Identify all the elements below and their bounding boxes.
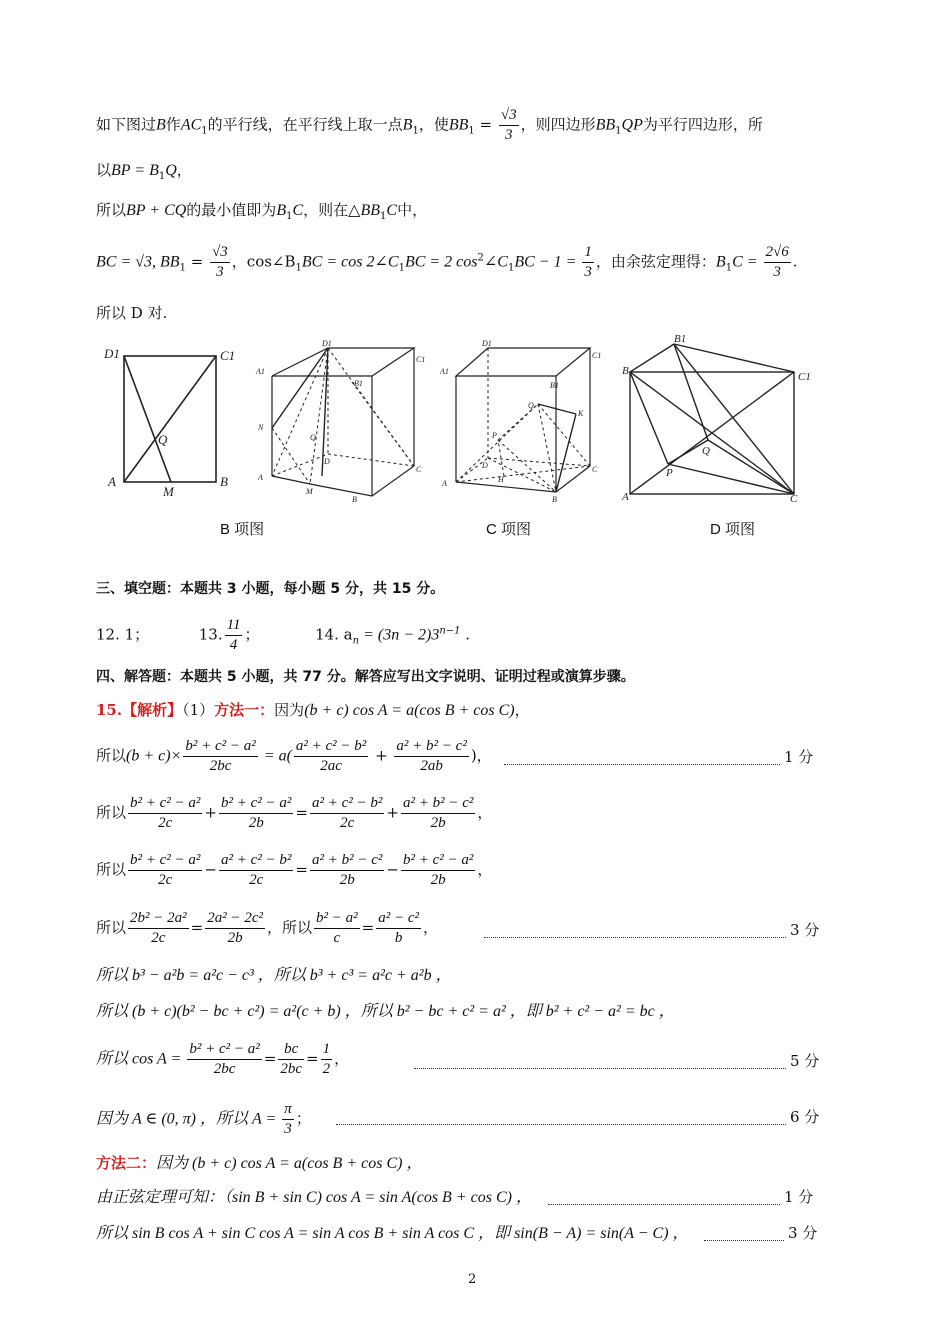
fraction: $\frac{√3}{3}$ xyxy=(500,107,517,143)
label: C xyxy=(592,465,598,474)
label: B1 xyxy=(354,379,363,388)
dot-leader xyxy=(484,937,786,938)
dot-leader xyxy=(336,1124,786,1125)
label: P xyxy=(666,467,673,479)
d-line-1: 如下图过B作$AC_1$的平行线，在平行线上取一点$B_1$，使$BB_1$ = $\frac{√3}{3}$ ，则四边形$BB_1QP$为平行四边形，所 xyxy=(96,107,763,143)
label: P xyxy=(492,431,497,440)
caption-b: B 项图 xyxy=(220,521,265,538)
label: A xyxy=(442,479,447,488)
label: M xyxy=(306,487,313,496)
fraction: $\frac{\text{a² − c²}}{b}$ xyxy=(378,910,419,946)
label: C1 xyxy=(220,348,236,363)
dot-leader xyxy=(504,764,780,765)
fraction: $\frac{\text{2b² − 2a²}}{2c}$ xyxy=(130,910,187,946)
step-3: 所以 $\frac{\text{b² + c² − a²}}{2c}$ − $\frac{\text{a² + c² − b²}}{2c}$ = $\frac{\text{a² + b² − c²}}{2b}$ − $\frac{\text{b² + c² − a²}}{2b}$ ， xyxy=(96,852,493,888)
fraction: $\frac{√3}{3}$ xyxy=(212,244,228,280)
d-line-2: 以BP = $B_1Q$， xyxy=(96,161,192,182)
section-4-title: 四、解答题：本题共 5 小题，共 77 分。解答应写出文字说明、证明过程或演算步骤。 xyxy=(96,669,635,685)
fraction: $\frac{11}{4}$ xyxy=(226,617,241,653)
fraction: $\frac{\text{a² + c² − b²}}{2c}$ xyxy=(311,795,383,831)
method-2-line: 方法二：因为 (b + c) cos A = a(cos B + cos C) ， xyxy=(96,1154,423,1172)
figure-c-cube xyxy=(440,336,610,506)
label: A xyxy=(258,473,263,482)
score-mark: 3 分 xyxy=(788,1224,818,1242)
fraction: $\frac{\text{b² + c² − a²}}{2bc}$ xyxy=(185,738,256,774)
caption-c: C 项图 xyxy=(486,521,532,538)
score-mark: 6 分 xyxy=(790,1108,820,1126)
label: C xyxy=(790,493,798,505)
fraction: $\frac{\text{b² + c² − a²}}{2b}$ xyxy=(402,852,474,888)
label: C1 xyxy=(798,371,811,383)
label: D xyxy=(482,461,488,470)
label: A xyxy=(108,474,116,489)
step-7: 所以 cos A = $\frac{\text{b² + c² − a²}}{2bc}$ = $\frac{bc}{2bc}$ = $\frac{1}{2}$ ， xyxy=(96,1041,350,1077)
label: N xyxy=(258,423,264,432)
step-1: 所以(b + c)× $\frac{\text{b² + c² − a²}}{2bc}$ = a( $\frac{\text{a² + c² − b²}}{2ac}$ + $\frac{\text{a² + b² − c²}}{2ab}$ )， xyxy=(96,738,492,774)
d-line-5: 所以 D 对. xyxy=(96,304,168,322)
label: B xyxy=(552,495,557,504)
label: A xyxy=(622,491,629,503)
label: B xyxy=(622,365,629,377)
d-line-3: 所以BP + CQ的最小值即为$B_1C$，则在$\triangle BB_1C$中， xyxy=(96,201,428,222)
label: Q xyxy=(158,432,168,447)
figure-b-rectangle xyxy=(100,340,240,500)
section-3-title: 三、填空题：本题共 3 小题，每小题 5 分，共 15 分。 xyxy=(96,581,445,597)
label: C1 xyxy=(592,351,602,360)
caption-d: D 项图 xyxy=(710,521,756,538)
label: Q xyxy=(702,445,710,457)
label: D1 xyxy=(482,339,492,348)
score-mark: 3 分 xyxy=(790,921,820,939)
label: Q xyxy=(528,401,534,410)
label: D1 xyxy=(104,346,120,361)
method-2-step-2: 所以 sin B cos A + sin C cos A = sin A cos B + sin A cos C ，即 sin(B − A) = sin(A − C) ， xyxy=(96,1225,689,1242)
score-mark: 1 分 xyxy=(784,748,814,766)
fraction: $\frac{\text{a² + b² − c²}}{2b}$ xyxy=(402,795,474,831)
label: C1 xyxy=(416,355,426,364)
fraction: $\frac{\text{b² + c² − a²}}{2bc}$ xyxy=(189,1041,260,1077)
fraction: $\frac{\pi}{3}$ xyxy=(284,1101,292,1137)
step-4: 所以 $\frac{\text{2b² − 2a²}}{2c}$ = $\frac{\text{2a² − 2c²}}{2b}$ ，所以 $\frac{\text{b² − a²}}{c}$ = $\frac{\text{a² − c²}}{b}$ ， xyxy=(96,910,439,946)
fraction: $\frac{\text{b² + c² − a²}}{2b}$ xyxy=(221,795,292,831)
label: B xyxy=(352,495,357,504)
label: C xyxy=(416,465,422,474)
label: Q xyxy=(310,433,316,442)
step-5: 所以 b³ − a²b = a²c − c³ ，所以 b³ + c³ = a²c + a²b ， xyxy=(96,967,452,984)
label: B1 xyxy=(550,381,559,390)
figure-b-cube xyxy=(252,336,432,506)
section-3-answers: 12. 1； 13. $\frac{11}{4}$ ； 14. $a_n = (3n - 2)3^{n-1}$ . xyxy=(96,617,471,653)
fraction: $\frac{bc}{2bc}$ xyxy=(280,1041,302,1077)
dot-leader xyxy=(548,1204,780,1205)
fraction: $\frac{\text{b² − a²}}{c}$ xyxy=(316,910,358,946)
label: K xyxy=(578,409,584,418)
label: H xyxy=(498,475,504,484)
q15-line: 15.【解析】（1）方法一：因为(b + c) cos A = a(cos B + cos C)， xyxy=(96,701,530,719)
fraction: $\frac{\text{2a² − 2c²}}{2b}$ xyxy=(207,910,263,946)
fraction: $\frac{1}{2}$ xyxy=(322,1041,331,1077)
label: D1 xyxy=(322,339,332,348)
page-number: 2 xyxy=(468,1272,477,1287)
label: B xyxy=(220,474,228,489)
dot-leader xyxy=(704,1240,784,1241)
step-2: 所以 $\frac{\text{b² + c² − a²}}{2c}$ + $\frac{\text{b² + c² − a²}}{2b}$ = $\frac{\text{a² + c² − b²}}{2c}$ + $\frac{\text{a² + b² − c²}}{2b}$ ， xyxy=(96,795,493,831)
fraction: $\frac{\text{a² + c² − b²}}{2c}$ xyxy=(221,852,292,888)
label: A1 xyxy=(256,367,265,376)
fraction: $\frac{1}{3}$ xyxy=(584,244,592,280)
d-line-4: BC = √3, $BB_1$ = $\frac{√3}{3}$ ，$\cos\angle B_1BC = \cos$ $2\angle C_1BC = 2$ $\cos^2\angle C_1BC - 1$ = $\frac{1}{3}$ ，由余弦定理得：$B_1C$ = $\frac{2√6}{3}$ . xyxy=(96,244,798,280)
label: B1 xyxy=(674,333,687,345)
label: D xyxy=(324,457,330,466)
method-2-step-1: 由正弦定理可知：（sin B + sin C) cos A = sin A(cos B + cos C) ， xyxy=(96,1189,532,1206)
label: M xyxy=(163,484,174,499)
score-mark: 5 分 xyxy=(790,1052,820,1070)
fraction: $\frac{\text{b² + c² − a²}}{2c}$ xyxy=(130,795,201,831)
fraction: $\frac{\text{a² + b² − c²}}{2ab}$ xyxy=(396,738,467,774)
dot-leader xyxy=(414,1068,786,1069)
step-6: 所以 (b + c)(b² − bc + c²) = a²(c + b) ，所以 b² − bc + c² = a² ，即 b² + c² − a² = bc ， xyxy=(96,1003,675,1020)
fraction: $\frac{\text{a² + c² − b²}}{2ac}$ xyxy=(295,738,367,774)
fraction: $\frac{\text{a² + b² − c²}}{2b}$ xyxy=(311,852,383,888)
figure-d-plane xyxy=(618,330,818,505)
fraction: $\frac{\text{b² + c² − a²}}{2c}$ xyxy=(130,852,201,888)
label: A1 xyxy=(440,367,449,376)
fraction: $\frac{2√6}{3}$ xyxy=(765,244,789,280)
step-8: 因为 A ∈ (0, π) ，所以 A = $\frac{\pi}{3}$ ； xyxy=(96,1101,311,1137)
score-mark: 1 分 xyxy=(784,1188,814,1206)
